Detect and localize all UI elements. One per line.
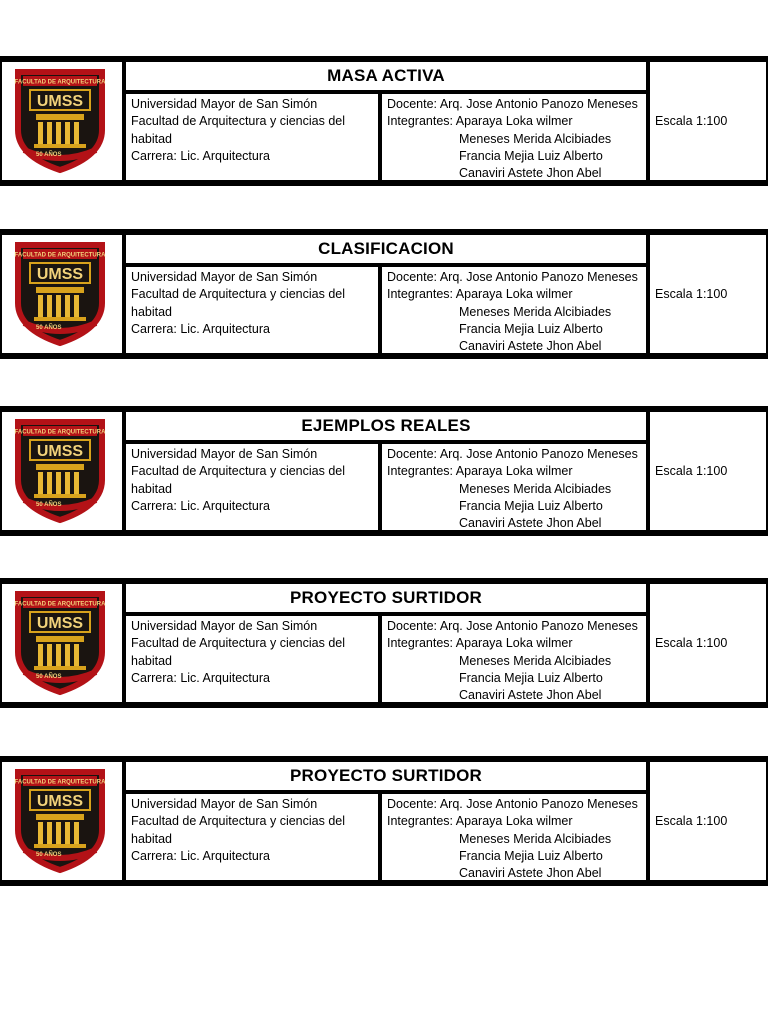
title-block [0, 578, 768, 708]
logo-bottom-text: 50 AÑOS [36, 852, 62, 858]
scale-text: Escala 1:100 [655, 464, 728, 478]
institution-cell [126, 94, 378, 180]
institution-university: Universidad Mayor de San Simón [131, 447, 318, 461]
logo-top-text: FACULTAD DE ARQUITECTURA [14, 252, 106, 259]
team-cell [382, 94, 646, 180]
title-block [0, 229, 768, 359]
institution-cell [126, 267, 378, 353]
team-cell [382, 267, 646, 353]
cartel-title [126, 62, 646, 90]
institution-cell [126, 616, 378, 702]
scale-cell [650, 762, 766, 880]
logo-top-text: FACULTAD DE ARQUITECTURA [14, 429, 106, 436]
cartel-title-text: PROYECTO SURTIDOR [290, 588, 482, 607]
cartel-title-text: PROYECTO SURTIDOR [290, 766, 482, 785]
team-member: Canaviri Astete Jhon Abel [459, 339, 602, 353]
title-block [0, 756, 768, 886]
cartel-title [126, 584, 646, 612]
logo-cell [2, 62, 122, 180]
institution-faculty: Facultad de Arquitectura y ciencias del [131, 464, 346, 479]
institution-career: Carrera: Lic. Arquitectura [131, 321, 270, 336]
cartel-title-text: CLASIFICACION [318, 239, 454, 258]
team-member: Canaviri Astete Jhon Abel [459, 166, 602, 180]
team-member: Meneses Merida Alcibiades [459, 831, 612, 846]
team-member: Meneses Merida Alcibiades [459, 653, 612, 668]
logo-cell [2, 412, 122, 530]
team-cell [382, 616, 646, 702]
logo-acronym: UMSS [36, 443, 84, 460]
scale-text: Escala 1:100 [655, 287, 728, 301]
institution-career: Carrera: Lic. Arquitectura [131, 148, 270, 163]
team-integrantes: Integrantes: Aparaya Loka wilmer [387, 464, 573, 479]
team-member: Francia Mejia Luiz Alberto [459, 148, 603, 163]
team-member: Francia Mejia Luiz Alberto [459, 670, 603, 685]
team-docente: Docente: Arq. Jose Antonio Panozo Meneses [387, 797, 638, 811]
team-member: Francia Mejia Luiz Alberto [459, 498, 603, 513]
team-docente: Docente: Arq. Jose Antonio Panozo Meneses [387, 270, 638, 284]
institution-faculty: Facultad de Arquitectura y ciencias del [131, 814, 346, 829]
umss-shield-icon [14, 241, 106, 347]
logo-cell [2, 762, 122, 880]
institution-faculty-cont: habitad [131, 131, 173, 146]
team-integrantes: Integrantes: Aparaya Loka wilmer [387, 287, 573, 302]
team-docente: Docente: Arq. Jose Antonio Panozo Meneses [387, 97, 638, 111]
institution-faculty-cont: habitad [131, 481, 173, 496]
logo-bottom-text: 50 AÑOS [36, 674, 62, 680]
institution-faculty: Facultad de Arquitectura y ciencias del [131, 636, 346, 651]
cartel-title [126, 235, 646, 263]
logo-acronym: UMSS [36, 615, 84, 632]
institution-cell [126, 444, 378, 530]
cartel-title [126, 412, 646, 440]
logo-bottom-text: 50 AÑOS [36, 502, 62, 508]
umss-shield-icon [14, 68, 106, 174]
logo-top-text: FACULTAD DE ARQUITECTURA [14, 779, 106, 786]
team-integrantes: Integrantes: Aparaya Loka wilmer [387, 814, 573, 829]
scale-text: Escala 1:100 [655, 814, 728, 828]
team-cell [382, 794, 646, 880]
scale-cell [650, 62, 766, 180]
institution-university: Universidad Mayor de San Simón [131, 619, 318, 633]
cartel-title-text: MASA ACTIVA [327, 66, 445, 85]
team-member: Francia Mejia Luiz Alberto [459, 848, 603, 863]
scale-cell [650, 235, 766, 353]
logo-acronym: UMSS [36, 266, 84, 283]
logo-top-text: FACULTAD DE ARQUITECTURA [14, 601, 106, 608]
institution-university: Universidad Mayor de San Simón [131, 270, 318, 284]
title-block [0, 406, 768, 536]
team-member: Francia Mejia Luiz Alberto [459, 321, 603, 336]
institution-career: Carrera: Lic. Arquitectura [131, 848, 270, 863]
team-member: Canaviri Astete Jhon Abel [459, 688, 602, 702]
team-member: Canaviri Astete Jhon Abel [459, 516, 602, 530]
scale-text: Escala 1:100 [655, 636, 728, 650]
institution-faculty-cont: habitad [131, 653, 173, 668]
scale-cell [650, 412, 766, 530]
team-member: Canaviri Astete Jhon Abel [459, 866, 602, 880]
logo-top-text: FACULTAD DE ARQUITECTURA [14, 79, 106, 86]
logo-acronym: UMSS [36, 93, 84, 110]
logo-bottom-text: 50 AÑOS [36, 325, 62, 331]
umss-shield-icon [14, 768, 106, 874]
team-cell [382, 444, 646, 530]
institution-faculty: Facultad de Arquitectura y ciencias del [131, 287, 346, 302]
umss-shield-icon [14, 590, 106, 696]
team-docente: Docente: Arq. Jose Antonio Panozo Meneses [387, 619, 638, 633]
institution-faculty: Facultad de Arquitectura y ciencias del [131, 114, 346, 129]
logo-bottom-text: 50 AÑOS [36, 152, 62, 158]
institution-university: Universidad Mayor de San Simón [131, 797, 318, 811]
institution-career: Carrera: Lic. Arquitectura [131, 670, 270, 685]
logo-cell [2, 235, 122, 353]
logo-acronym: UMSS [36, 793, 84, 810]
umss-shield-icon [14, 418, 106, 524]
scale-cell [650, 584, 766, 702]
team-integrantes: Integrantes: Aparaya Loka wilmer [387, 636, 573, 651]
cartel-title [126, 762, 646, 790]
scale-text: Escala 1:100 [655, 114, 728, 128]
cartel-title-text: EJEMPLOS REALES [301, 416, 471, 435]
team-integrantes: Integrantes: Aparaya Loka wilmer [387, 114, 573, 129]
institution-faculty-cont: habitad [131, 304, 173, 319]
institution-career: Carrera: Lic. Arquitectura [131, 498, 270, 513]
team-member: Meneses Merida Alcibiades [459, 304, 612, 319]
team-docente: Docente: Arq. Jose Antonio Panozo Meneses [387, 447, 638, 461]
team-member: Meneses Merida Alcibiades [459, 481, 612, 496]
team-member: Meneses Merida Alcibiades [459, 131, 612, 146]
title-block [0, 56, 768, 186]
logo-cell [2, 584, 122, 702]
institution-faculty-cont: habitad [131, 831, 173, 846]
institution-cell [126, 794, 378, 880]
institution-university: Universidad Mayor de San Simón [131, 97, 318, 111]
